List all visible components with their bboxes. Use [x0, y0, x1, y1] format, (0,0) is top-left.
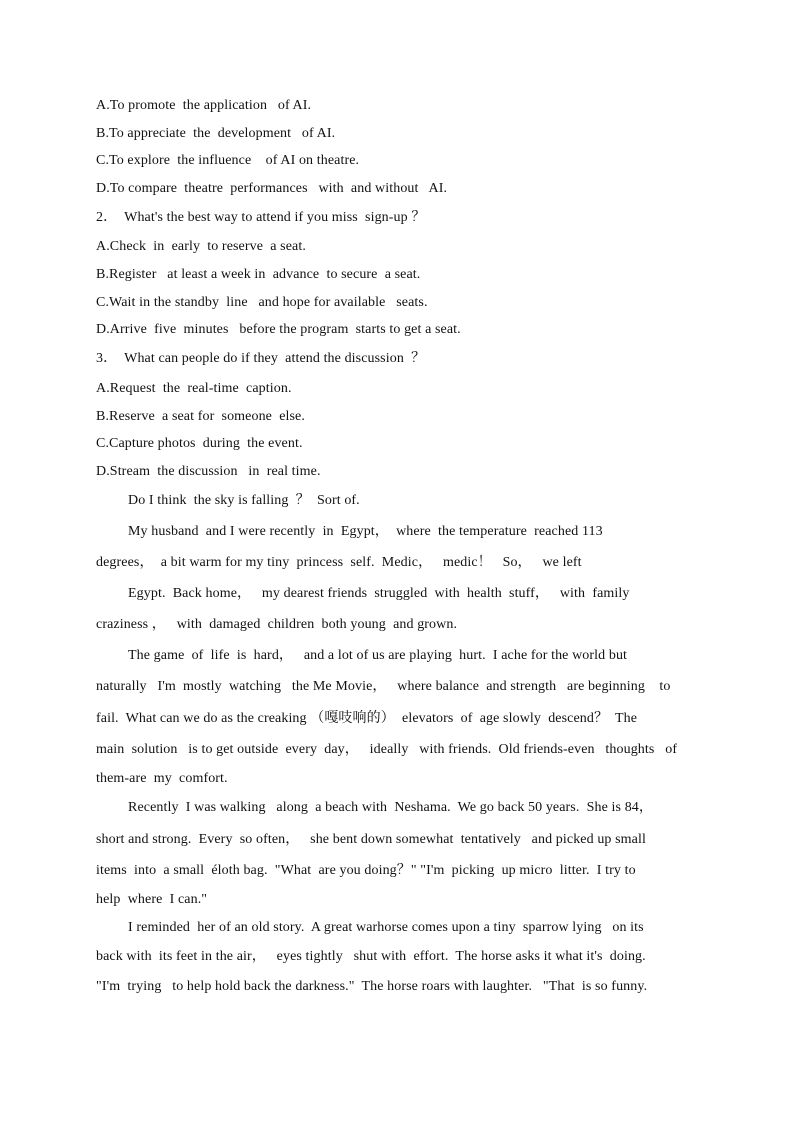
passage-line: Recently I was walking along a beach with Neshama. We go back 50 years. She is 84， — [128, 800, 653, 815]
passage-line: help where I can." — [96, 892, 208, 907]
passage-line: My husband and I were recently in Egypt， where the temperature reached 113 — [128, 524, 603, 539]
q2-option-b: B.Register at least a week in advance to secure a seat. — [96, 267, 421, 282]
passage-line: The game of life is hard， and a lot of us are playing hurt. I ache for the world but — [128, 648, 628, 663]
passage-line: short and strong. Every so often， she bent down somewhat tentatively and picked up small — [96, 832, 646, 847]
passage-line: degrees， a bit warm for my tiny princess self. Medic， medic！ So， we left — [96, 555, 582, 570]
passage-line: back with its feet in the air， eyes tightly shut with effort. The horse asks it what it's doing. — [96, 949, 646, 964]
passage-line: naturally I'm mostly watching the Me Movie， where balance and strength are beginning to — [96, 679, 671, 694]
passage-line: them-are my comfort. — [96, 771, 228, 786]
q2-option-a: A.Check in early to reserve a seat. — [96, 239, 306, 254]
q1-option-c: C.To explore the influence of AI on theatre. — [96, 153, 360, 168]
q3-option-c: C.Capture photos during the event. — [96, 436, 303, 451]
passage-line: fail. What can we do as the creaking （嘎吱响的） elevators of age slowly descend？ The — [96, 711, 638, 726]
q3-option-d: D.Stream the discussion in real time. — [96, 464, 321, 479]
passage-line: "I'm trying to help hold back the darkness." The horse roars with laughter. "That is so funny. — [96, 979, 648, 994]
q2-option-d: D.Arrive five minutes before the program starts to get a seat. — [96, 322, 461, 337]
q3-option-b: B.Reserve a seat for someone else. — [96, 409, 305, 424]
q3-option-a: A.Request the real-time caption. — [96, 381, 292, 396]
q1-option-a: A.To promote the application of AI. — [96, 98, 312, 113]
q1-option-d: D.To compare theatre performances with and without AI. — [96, 181, 448, 196]
q3-question: 3． What can people do if they attend the discussion ？ — [96, 351, 426, 366]
passage-line: Do I think the sky is falling ？ Sort of. — [128, 493, 360, 508]
q2-option-c: C.Wait in the standby line and hope for available seats. — [96, 295, 428, 310]
q2-question: 2． What's the best way to attend if you miss sign-up ？ — [96, 210, 426, 225]
passage-line: main solution is to get outside every day， ideally with friends. Old friends-even thoughts of — [96, 742, 678, 757]
passage-line: craziness ， with damaged children both young and grown. — [96, 617, 458, 632]
passage-line: I reminded her of an old story. A great warhorse comes upon a tiny sparrow lying on its — [128, 920, 644, 935]
passage-line: Egypt. Back home， my dearest friends struggled with health stuff， with family — [128, 586, 630, 601]
q1-option-b: B.To appreciate the development of AI. — [96, 126, 336, 141]
passage-line: items into a small éloth bag. "What are you doing？" "I'm picking up micro litter. I try to — [96, 863, 636, 878]
